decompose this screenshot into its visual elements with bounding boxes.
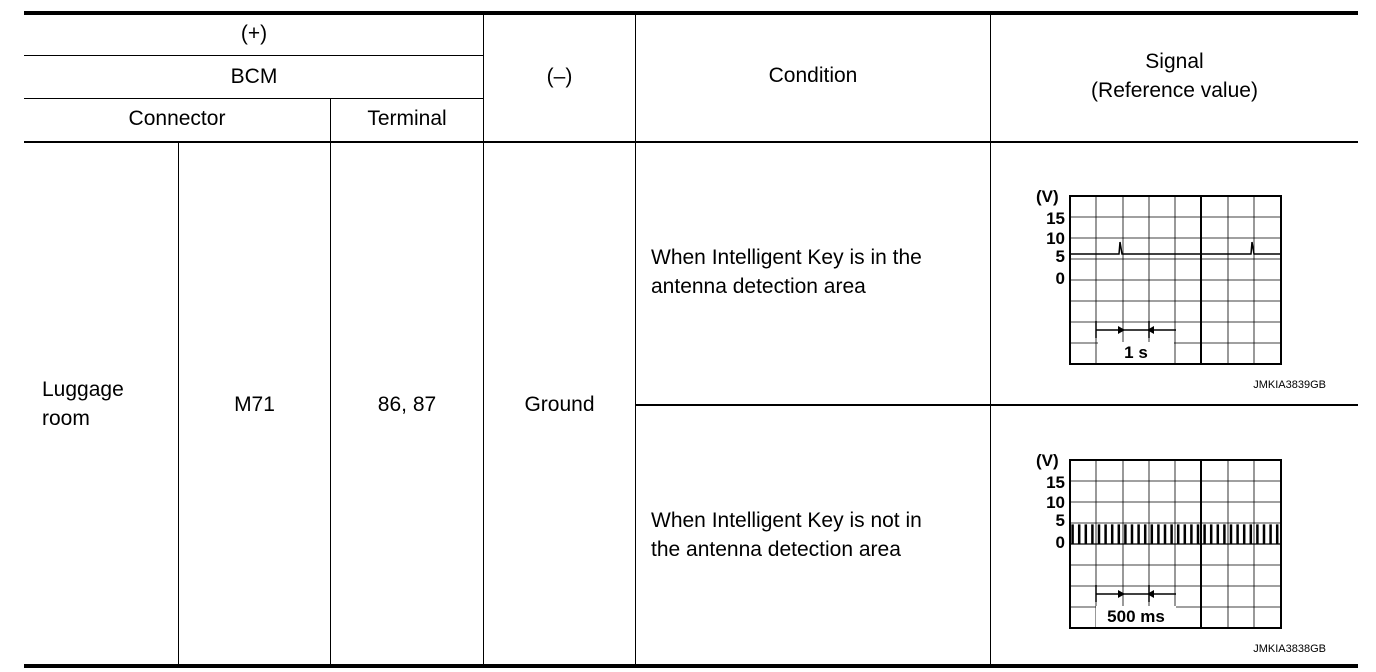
signal-waveform-1 — [1032, 182, 1332, 392]
y-tick-5: 5 — [1055, 247, 1065, 266]
table-top-border — [24, 11, 1358, 15]
image-code-1: JMKIA3839GB — [1253, 379, 1326, 391]
time-span-arrows — [1096, 585, 1176, 602]
time-span-label: 500 ms — [1107, 607, 1165, 626]
y-tick-0: 0 — [1055, 533, 1065, 552]
scope-grid — [1070, 196, 1281, 364]
table-bottom-border — [24, 664, 1358, 668]
waveform-trace — [1070, 525, 1281, 544]
y-tick-0: 0 — [1055, 269, 1065, 288]
header-bottom-line — [24, 141, 1358, 143]
col-divider-condition — [990, 14, 991, 665]
time-span-arrows — [1096, 321, 1176, 338]
header-condition: Condition — [768, 64, 858, 87]
header-divider-plus — [24, 55, 484, 56]
signal-waveform-2 — [1032, 446, 1332, 656]
connector-value: M71 — [234, 393, 275, 416]
header-terminal: Terminal — [367, 107, 447, 130]
location-line1: Luggage — [42, 378, 124, 401]
y-tick-15: 15 — [1046, 473, 1065, 492]
y-tick-5: 5 — [1055, 511, 1065, 530]
col-divider-connector — [330, 99, 331, 665]
ground-value: Ground — [524, 393, 595, 416]
header-signal-reference: (Reference value) — [1091, 79, 1258, 102]
y-tick-15: 15 — [1046, 209, 1065, 228]
header-connector: Connector — [128, 107, 226, 130]
header-bcm: BCM — [230, 65, 278, 88]
header-signal: Signal — [1145, 50, 1204, 73]
condition-row-divider — [636, 404, 1358, 406]
condition-2-line1: When Intelligent Key is not in — [651, 509, 922, 532]
condition-1-line1: When Intelligent Key is in the — [651, 246, 922, 269]
y-unit-label: (V) — [1036, 451, 1059, 470]
image-code-2: JMKIA3838GB — [1253, 643, 1326, 655]
y-tick-10: 10 — [1046, 493, 1065, 512]
condition-1-line2: antenna detection area — [651, 275, 866, 298]
header-divider-bcm — [24, 98, 484, 99]
header-minus: (–) — [546, 65, 573, 88]
y-tick-10: 10 — [1046, 229, 1065, 248]
terminal-value: 86, 87 — [377, 393, 437, 416]
waveform-trace — [1070, 242, 1281, 254]
col-divider-minus — [635, 14, 636, 665]
header-plus: (+) — [240, 22, 268, 45]
time-span-label: 1 s — [1124, 343, 1148, 362]
location-line2: room — [42, 407, 90, 430]
col-divider-terminal — [483, 14, 484, 665]
y-unit-label: (V) — [1036, 187, 1059, 206]
condition-2-line2: the antenna detection area — [651, 538, 901, 561]
